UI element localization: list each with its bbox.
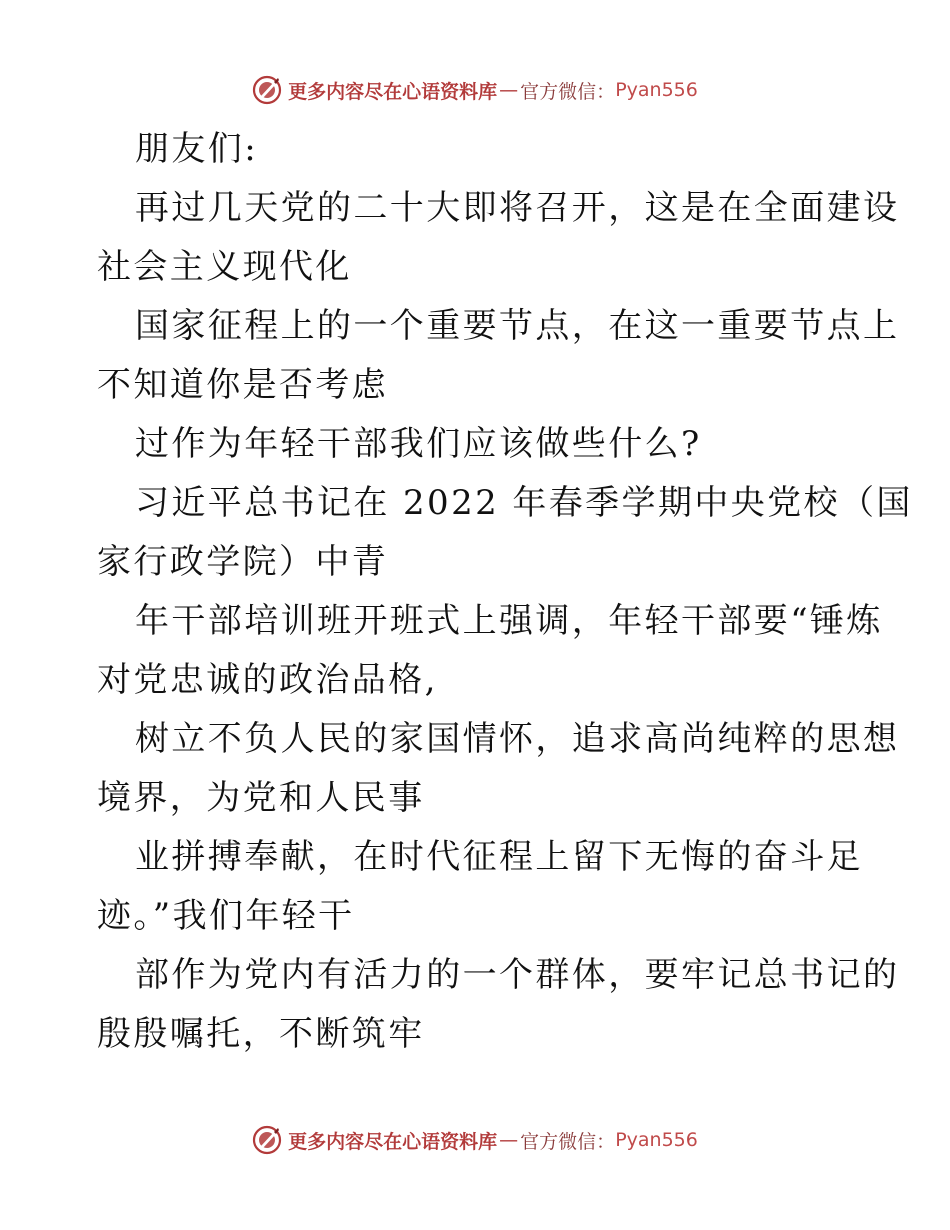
header-watermark <box>0 70 950 110</box>
watermark-dash: — <box>499 1129 519 1151</box>
watermark-brand: 更多内容尽在心语资料库 <box>288 80 498 103</box>
body-line: 再过几天党的二十大即将召开，这是在全面建设 <box>135 188 900 228</box>
watermark-wechat-label: 官方微信： <box>520 1130 616 1153</box>
watermark-brand: 更多内容尽在心语资料库 <box>288 1130 498 1153</box>
watermark-wechat-label: 官方微信： <box>520 80 616 103</box>
watermark-wechat-id: Pyan556 <box>615 79 698 101</box>
footer-watermark <box>0 1120 950 1160</box>
body-line: 部作为党内有活力的一个群体，要牢记总书记的 <box>135 955 900 995</box>
body-line: 殷殷嘱托，不断筑牢 <box>97 1014 425 1054</box>
document-body <box>97 120 913 1064</box>
body-line: 家行政学院）中青 <box>97 542 389 582</box>
watermark-dash: — <box>499 79 519 101</box>
body-line: 迹。”我们年轻干 <box>97 896 355 936</box>
quill-logo-icon <box>252 1125 282 1155</box>
body-line: 国家征程上的一个重要节点，在这一重要节点上 <box>135 306 900 346</box>
body-line: 社会主义现代化 <box>97 247 352 287</box>
quill-logo-icon <box>252 75 282 105</box>
body-line: 对党忠诚的政治品格, <box>97 660 438 700</box>
body-line: 不知道你是否考虑 <box>97 365 389 405</box>
body-line: 业拼搏奉献，在时代征程上留下无悔的奋斗足 <box>135 837 863 877</box>
body-line: 过作为年轻干部我们应该做些什么? <box>135 424 702 464</box>
body-line: 年干部培训班开班式上强调，年轻干部要“锤炼 <box>135 601 883 641</box>
body-line: 树立不负人民的家国情怀，追求高尚纯粹的思想 <box>135 719 900 759</box>
body-line: 境界，为党和人民事 <box>97 778 425 818</box>
body-line: 朋友们: <box>135 129 259 169</box>
body-line: 习近平总书记在 2022 年春季学期中央党校（国 <box>135 483 913 523</box>
watermark-wechat-id: Pyan556 <box>615 1129 698 1151</box>
